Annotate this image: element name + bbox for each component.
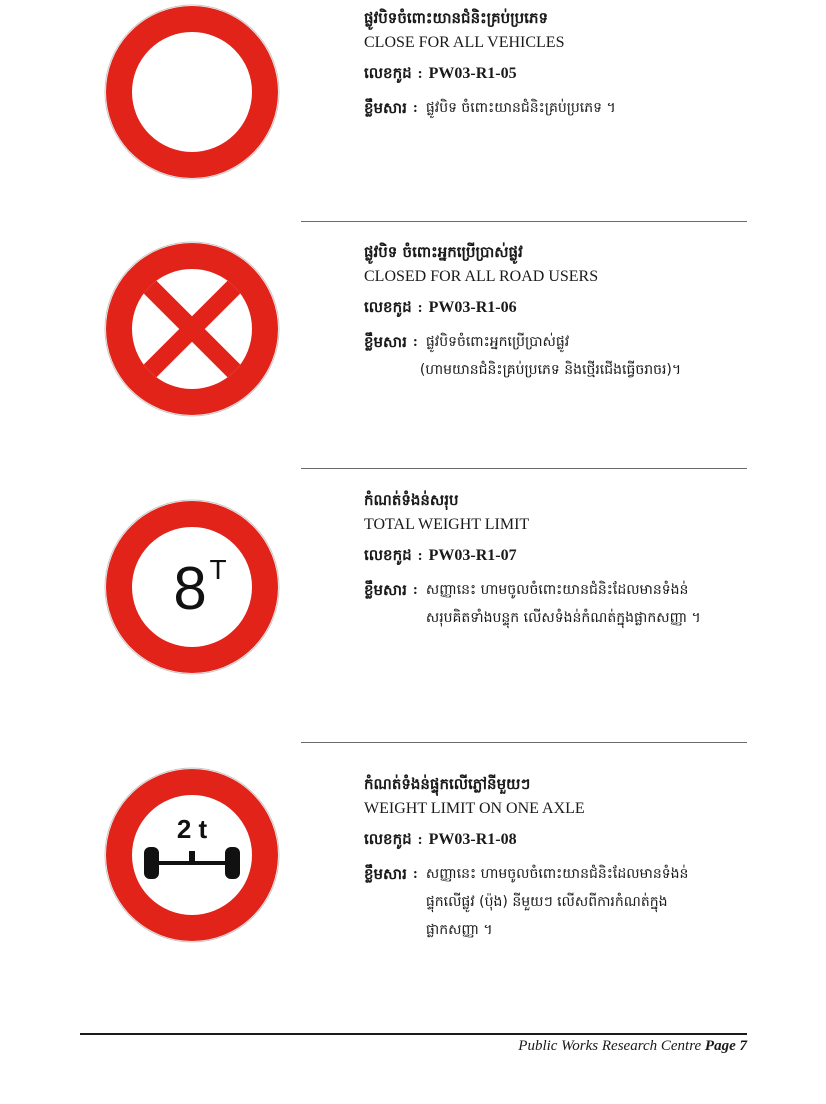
meaning-line: (ហាមយានជំនិះគ្រប់ប្រភេទ និងថ្មើរជើងធ្វើចរាចរ)។: [419, 362, 682, 378]
sign-entry-2: [364, 242, 784, 384]
footer-rule: [80, 1033, 747, 1035]
sign-code-row: [364, 297, 784, 318]
code-label: លេខកូដ: [364, 298, 412, 316]
meaning-label: ខ្លឹមសារ: [364, 865, 407, 883]
sign-kh-title: ផ្លូវបិទចំពោះយានជំនិះគ្រប់ប្រភេទ: [364, 9, 548, 27]
sign-meaning-row: [364, 576, 784, 632]
sign-entry-3: [364, 490, 784, 632]
code-label: លេខកូដ: [364, 64, 412, 82]
sign-axle-value: 2 t: [176, 814, 208, 844]
meaning-colon: :: [412, 334, 418, 350]
divider: [301, 468, 747, 469]
code-colon: :: [417, 66, 423, 82]
no-vehicles-sign-icon: [104, 4, 280, 180]
meaning-line: ផ្លាកសញ្ញា ។: [425, 922, 493, 938]
sign-meaning: [419, 328, 726, 384]
meaning-line: ផ្លូវបិទចំពោះអ្នកប្រើប្រាស់ផ្លូវ: [425, 334, 570, 350]
page-number: Page 7: [704, 1038, 747, 1054]
divider: [301, 221, 747, 222]
footer-text: Public Works Research Centre: [518, 1038, 702, 1054]
code-label: លេខកូដ: [364, 830, 412, 848]
sign-code-row: [364, 545, 784, 566]
code-colon: :: [417, 300, 423, 316]
sign-weight-unit: T: [209, 554, 227, 585]
sign-en-title: TOTAL WEIGHT LIMIT: [364, 516, 530, 533]
meaning-line: សញ្ញានេះ ហាមចូលចំពោះយានជំនិះដែលមានទំងន់: [425, 582, 689, 598]
sign-code: PW03-R1-05: [428, 65, 517, 82]
sign-en-title: CLOSE FOR ALL VEHICLES: [364, 34, 565, 51]
sign-entry-1: [364, 8, 784, 122]
meaning-colon: :: [412, 866, 418, 882]
sign-code-row: [364, 63, 784, 84]
sign-en-title: CLOSED FOR ALL ROAD USERS: [364, 268, 599, 285]
code-colon: :: [417, 548, 423, 564]
meaning-colon: :: [412, 100, 418, 116]
sign-code-row: [364, 829, 784, 850]
divider: [301, 742, 747, 743]
meaning-line: សញ្ញានេះ ហាមចូលចំពោះយានជំនិះដែលមានទំងន់: [425, 866, 689, 882]
sign-meaning: [426, 860, 726, 944]
road-closed-cross-sign-icon: [104, 241, 280, 417]
meaning-line: ផ្ទុកលើផ្លូវ (ប៉ុង) នីមួយៗ លើសពីការកំណត់ក្នុង: [425, 894, 668, 910]
axle-weight-limit-sign-icon: [104, 767, 280, 943]
sign-kh-title: កំណត់ទំងន់ផ្ទុកលើភ្លៅនីមួយៗ: [364, 775, 531, 793]
sign-meaning-row: [364, 94, 784, 122]
sign-entry-4: [364, 774, 784, 944]
sign-kh-title: កំណត់ទំងន់សរុប: [364, 491, 459, 509]
meaning-label: ខ្លឹមសារ: [364, 333, 407, 351]
meaning-label: ខ្លឹមសារ: [364, 581, 407, 599]
meaning-line: សរុបគិតទាំងបន្ទុក លើសទំងន់កំណត់ក្នុងផ្លាកសញ្ញា ។: [425, 610, 701, 626]
sign-meaning: [426, 94, 726, 122]
sign-kh-title: ផ្លូវបិទ ចំពោះអ្នកប្រើប្រាស់ផ្លូវ: [364, 243, 523, 261]
sign-meaning-row: [364, 860, 784, 944]
weight-limit-sign-icon: [104, 499, 280, 675]
sign-weight-value: 8: [173, 555, 207, 622]
code-label: លេខកូដ: [364, 546, 412, 564]
meaning-label: ខ្លឹមសារ: [364, 99, 407, 117]
meaning-colon: :: [412, 582, 418, 598]
code-colon: :: [417, 832, 423, 848]
sign-en-title: WEIGHT LIMIT ON ONE AXLE: [364, 800, 585, 817]
page-footer: [518, 1038, 747, 1055]
sign-code: PW03-R1-08: [428, 831, 517, 848]
meaning-line: ផ្លូវបិទ ចំពោះយានជំនិះគ្រប់ប្រភេទ ។: [425, 100, 616, 116]
sign-code: PW03-R1-06: [428, 299, 517, 316]
sign-meaning: [426, 576, 726, 632]
sign-code: PW03-R1-07: [428, 547, 517, 564]
sign-meaning-row: [364, 328, 784, 384]
